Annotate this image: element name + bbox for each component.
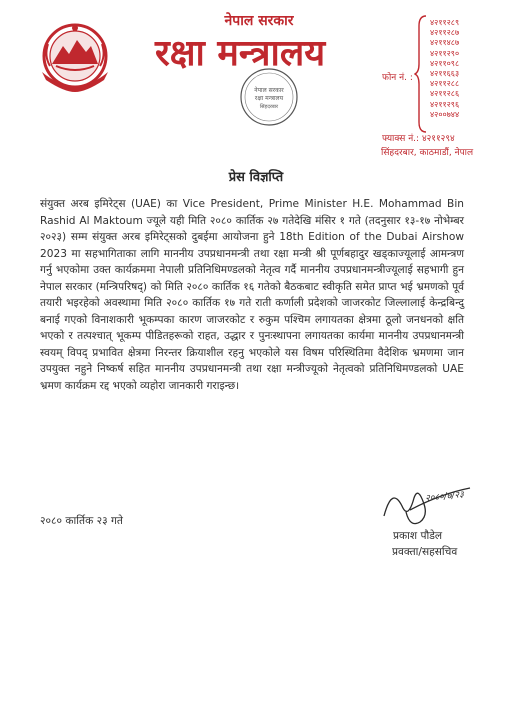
- address: सिंहदरबार, काठमाडौं, नेपाल: [381, 148, 474, 158]
- phone-number: ४२११२८९: [430, 18, 460, 27]
- phone-number: ४२११२८७: [430, 28, 460, 38]
- ministry-seal-icon: [238, 66, 300, 128]
- fax-number: फ्याक्स नं.: ४२११२९४: [382, 134, 455, 144]
- phone-number: ४२११६६३: [430, 69, 460, 79]
- ministry-name: रक्षा मन्त्रालय: [155, 33, 326, 74]
- phone-number: ४२११४८७: [430, 38, 460, 48]
- document-date: २०८० कार्तिक २३ गते: [40, 515, 123, 527]
- signature-date: २०८०/७/२३: [424, 489, 465, 504]
- seal-line-3: सिंहदरबार: [259, 104, 279, 110]
- document-title: प्रेस विज्ञप्ति: [228, 170, 284, 185]
- phone-label: फोन नं. :: [382, 73, 413, 83]
- phone-list: [430, 18, 459, 120]
- seal-line-2: रक्षा मन्त्रालय: [254, 95, 284, 102]
- signature-icon: [380, 476, 490, 536]
- phone-number: ४२११२८८: [430, 79, 460, 89]
- signer-role: प्रवक्ता/सहसचिव: [392, 546, 458, 558]
- phone-number: ४२११२९०: [430, 48, 460, 58]
- document-body: संयुक्त अरब इमिरेट्स (UAE) का Vice President, Prime Minister H.E. Mohammad Bin Rashid Al Maktoum ज्यूले यही मिति २०८० कार्तिक २७ गतेदेखि मंसिर १ गते (तदनुसार १३-१७ नोभेम्बर २०२३) सम्म संयुक्त अरब इमिरेट्सको दुबईमा आयोजना हुने 18th Edition of the Dubai Airshow 2023 मा सहभागिताका लागि माननीय उपप्रधानमन्त्री तथा रक्षा मन्त्री श्री पूर्णबहादुर खड्काज्यूलाई आमन्त्रण गर्नु भएकोमा उक्त कार्यक्रममा नेपाली प्रतिनिधिमण्डलको नेतृत्व गर्दै माननीय उपप्रधानमन्त्रीज्यूलाई सहभागी हुन नेपाल सरकार (मन्त्रिपरिषद्) को मिति २०८० कार्तिक १६ गतेको बैठकबाट स्वीकृति समेत प्राप्त भई भ्रमणको पूर्व तयारी भइरहेको अवस्थामा मिति २०८० कार्तिक १७ गते राती कर्णाली प्रदेशको जाजरकोट जिल्लालाई केन्द्रबिन्दु बनाई गएको विनाशकारी भूकम्पका कारण जाजरकोट र रुकुम पश्चिम लगायतका क्षेत्रमा ठूलो जनधनको क्षति भएको र तत्पश्चात् भूकम्प पीडितहरूको राहत, उद्धार र पुनःस्थापना लगायतका कार्यमा माननीय उपप्रधानमन्त्री स्वयम् विपद् प्रभावित क्षेत्रमा निरन्तर क्रियाशील रहनु भएकोले यस विषम परिस्थितिमा वैदेशिक भ्रमणमा जान उपयुक्त नहुने निष्कर्ष सहित माननीय उपप्रधानमन्त्री तथा रक्षा मन्त्रीज्यूको नेतृत्वको प्रतिनिधिमण्डलको UAE भ्रमण कार्यक्रम रद्द भएको व्यहोरा जानकारी गराइन्छ।: [40, 198, 464, 392]
- phone-number: ४२११०९८: [430, 58, 460, 68]
- brace-icon: [414, 14, 428, 134]
- government-name: नेपाल सरकार: [224, 13, 294, 29]
- phone-number: ४२११२८६: [430, 89, 460, 99]
- nepal-emblem-icon: [36, 22, 114, 94]
- seal-line-1: नेपाल सरकार: [254, 87, 284, 94]
- phone-number: ४२११२९६: [430, 99, 460, 109]
- phone-number: ४२००७४४: [430, 109, 460, 119]
- signer-name: प्रकाश पौडेल: [393, 530, 443, 542]
